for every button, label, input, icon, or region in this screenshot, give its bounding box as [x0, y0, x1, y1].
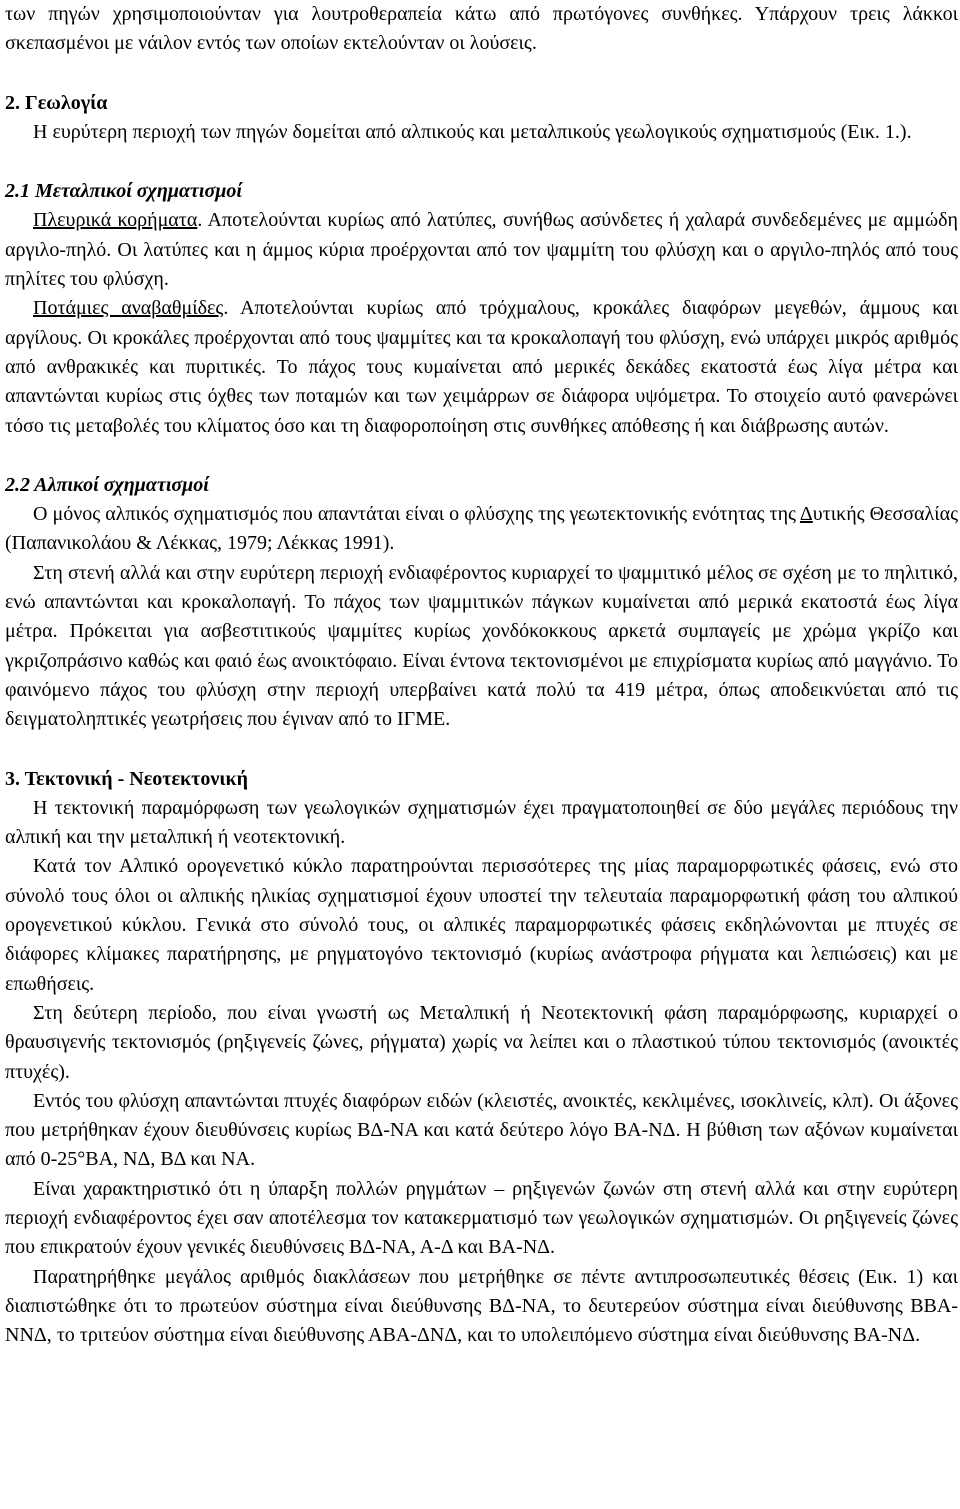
pleurika-text: . Αποτελούνται κυρίως από λατύπες, συνήθως ασύνδετες ή χαλαρά συνδεδεμένες με αμμώδη αργιλο-πηλό. Οι λατύπες και η άμμος κύρια προέρχονται από τον ψαμμίτη του φλύσχη και ο αργιλο-πηλός από τους πηλίτες του φλύσχη. — [5, 209, 958, 291]
section-3-heading: 3. Τεκτονική - Νεοτεκτονική — [5, 767, 248, 790]
alpine-zone-letter: Δ — [799, 503, 813, 526]
alpine-text-a: Ο μόνος αλπικός σχηματισμός που απαντάται είναι ο φλύσχης της γεωτεκτονικής ενότητας της — [33, 503, 800, 526]
potamies-term: Ποτάμιες αναβαθμίδες — [33, 297, 224, 320]
tectonic-paragraph-6: Παρατηρήθηκε μεγάλος αριθμός διακλάσεων που μετρήθηκε σε πέντε αντιπροσωπευτικές θέσεις (Εικ. 1) και διαπιστώθηκε ότι το πρωτεύον σύστημα είναι διεύθυνσης ΒΔ-ΝΑ, το δευτερεύον σύστημα είναι διεύθυνσης ΒΒΑ-ΝΝΔ, το τριτεύον σύστημα είναι διεύθυνσης ΑΒΑ-ΔΝΔ, και το υπολειπόμενο σύστημα είναι διεύθυνσης ΒΑ-ΝΔ. — [5, 1265, 958, 1347]
alpine-paragraph-2: Στη στενή αλλά και στην ευρύτερη περιοχή ενδιαφέροντος κυριαρχεί το ψαμμιτικό μέλος σε σχέση με το πηλιτικό, ενώ απαντώνται και κροκαλοπαγή. Το πάχος των ψαμμιτικών πάγκων κυμαίνεται από μερικά εκατοστά έως λίγα μέτρα. Πρόκειται για ασβεστιτικούς ψαμμίτες κυρίως χονδόκοκκους αρκετά συμπαγείς με χρώμα γκρίζο και γκριζοπράσινο καθώς και φαιό έως ανοικτόφαιο. Είναι έντονα τεκτονισμένοι με επιχρίσματα κυρίως από μαγγάνιο. Το φαινόμενο πάχος του φλύσχη στην περιοχή υπερβαίνει κατά πολύ τα 419 μέτρα, όπως αποδεικνύεται από τις δειγματοληπτικές γεωτρήσεις που έγιναν από το ΙΓΜΕ. — [5, 561, 958, 731]
document-page — [5, 0, 958, 1350]
section-2-heading: 2. Γεωλογία — [5, 91, 108, 114]
pleurika-term: Πλευρικά κορήματα — [33, 209, 198, 232]
tectonic-paragraph-4: Εντός του φλύσχη απαντώνται πτυχές διαφόρων ειδών (κλειστές, ανοικτές, κεκλιμένες, ισοκλινείς, κλπ). Οι άξονες που μετρήθηκαν έχουν διευθύνσεις κυρίως ΒΔ-ΝΑ και κατά δεύτερο λόγο ΒΑ-ΝΔ. Η βύθιση των αξόνων κυμαίνεται από 0-25°ΒΑ, ΝΔ, ΒΔ και ΝΑ. — [5, 1089, 958, 1171]
potamies-paragraph — [5, 294, 958, 440]
tectonic-paragraph-5: Είναι χαρακτηριστικό ότι η ύπαρξη πολλών ρηγμάτων – ρηξιγενών ζωνών στη στενή αλλά και στην ευρύτερη περιοχή ενδιαφέροντος έχει σαν αποτέλεσμα τον κατακερματισμό των γεωλογικών σχηματισμών. Οι ρηξιγενείς ζώνες που επικρατούν έχουν γενικές διευθύνσεις ΒΔ-ΝΑ, Α-Δ και ΒΑ-ΝΔ. — [5, 1177, 958, 1259]
tectonic-paragraph-2: Κατά τον Αλπικό ορογενετικό κύκλο παρατηρούνται περισσότερες της μίας παραμορφωτικές φάσεις, ενώ στο σύνολό τους όλοι οι αλπικής ηλικίας σχηματισμοί έχουν υποστεί την τελευταία παραμορφωτική φάση του αλπικού ορογενετικού κύκλου. Γενικά στο σύνολό τους, οι αλπικές παραμορφωτικές φάσεις εκδηλώνονται με πτυχές σε διάφορες κλίμακες παρατήρησης, με ρηγματογόνο τεκτονισμό (κυρίως ανάστροφα ρήγματα και λεπιώσεις) και με επωθήσεις. — [5, 855, 958, 995]
geology-paragraph: Η ευρύτερη περιοχή των πηγών δομείται από αλπικούς και μεταλπικούς γεωλογικούς σχηματισμούς (Εικ. 1.). — [33, 120, 912, 143]
alpine-text-b: υτικής Θεσσαλίας (Παπανικολάου & Λέκκας, 1979; Λέκκας 1991). — [5, 503, 958, 555]
alpine-paragraph-1 — [5, 500, 958, 559]
tectonic-paragraph-1: Η τεκτονική παραμόρφωση των γεωλογικών σχηματισμών έχει πραγματοποιηθεί σε δύο μεγάλες περιόδους την αλπική και την μεταλπική ή νεοτεκτονική. — [5, 796, 958, 849]
pleurika-paragraph — [5, 206, 958, 294]
intro-paragraph: των πηγών χρησιμοποιούνταν για λουτροθεραπεία κάτω από πρωτόγονες συνθήκες. Υπάρχουν τρεις λάκκοι σκεπασμένοι με νάιλον εντός των οποίων εκτελούνταν οι λούσεις. — [5, 3, 958, 55]
tectonic-paragraph-3: Στη δεύτερη περίοδο, που είναι γνωστή ως Μεταλπική ή Νεοτεκτονική φάση παραμόρφωσης, κυριαρχεί ο θραυσιγενής τεκτονισμός (ρηξιγενείς ζώνες, ρήγματα) χωρίς να λείπει και ο πλαστικού τύπου τεκτονισμός (ανοικτές πτυχές). — [5, 1001, 958, 1083]
potamies-text: . Αποτελούνται κυρίως από τρόχμαλους, κροκάλες διαφόρων μεγεθών, άμμους και αργίλους. Οι κροκάλες προέρχονται από τους ψαμμίτες και τα κροκαλοπαγή του φλύσχη, ενώ υπάρχει μικρός αριθμός από ανθρακικές και πυριτικές. Το πάχος τους κυμαίνεται από μερικές δεκάδες εκατοστά έως λίγα μέτρα και απαντώνται κυρίως στις όχθες των ποταμών και των χειμάρρων σε διάφορα υψόμετρα. Το στοιχείο αυτό φανερώνει τόσο τις μεταβολές του κλίματος όσο και τη διαφοροποίηση στις συνθήκες απόθεσης ή και διάβρωσης αυτών. — [5, 297, 958, 437]
section-2-2-heading: 2.2 Αλπικοί σχηματισμοί — [5, 473, 209, 496]
section-2-1-heading: 2.1 Μεταλπικοί σχηματισμοί — [5, 180, 242, 203]
